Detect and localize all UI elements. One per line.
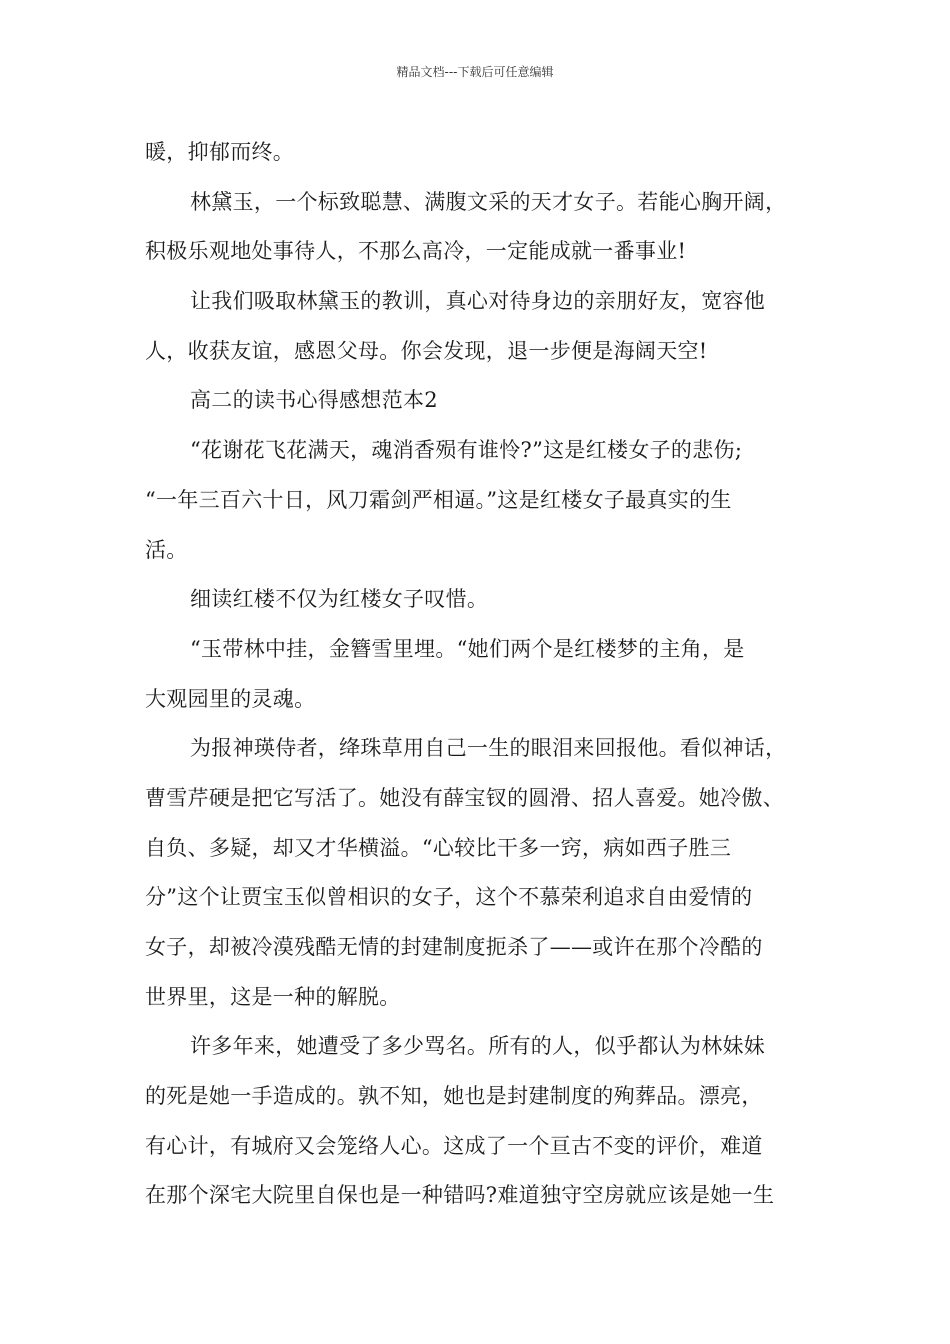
text-line: 活。 bbox=[145, 537, 188, 562]
text-line: “玉带林中挂，金簪雪里埋。“她们两个是红楼梦的主角，是 bbox=[190, 636, 745, 661]
text-line: 林黛玉，一个标致聪慧、满腹文采的天才女子。若能心胸开阔， bbox=[190, 189, 787, 214]
text-line: 大观园里的灵魂。 bbox=[145, 686, 316, 711]
text-line: 分”这个让贾宝玉似曾相识的女子，这个不慕荣利追求自由爱情的 bbox=[145, 885, 753, 910]
text-line: 在那个深宅大院里自保也是一种错吗?难道独守空房就应该是她一生 bbox=[145, 1183, 775, 1208]
text-line: 细读红楼不仅为红楼女子叹惜。 bbox=[190, 587, 489, 612]
text-line: 的死是她一手造成的。孰不知，她也是封建制度的殉葬品。漂亮， bbox=[145, 1084, 763, 1109]
text-line: 自负、多疑，却又才华横溢。“心较比干多一窍，病如西子胜三 bbox=[145, 835, 732, 860]
document-body bbox=[145, 128, 815, 1221]
text-line: 暖，抑郁而终。 bbox=[145, 140, 295, 164]
page-header: 精品文档---下载后可任意编辑 bbox=[396, 65, 554, 79]
text-line: “一年三百六十日，风刀霜剑严相逼。”这是红楼女子最真实的生 bbox=[145, 487, 732, 512]
section-heading: 高二的读书心得感想范本2 bbox=[190, 388, 438, 413]
text-line: 有心计，有城府又会笼络人心。这成了一个亘古不变的评价，难道 bbox=[145, 1133, 763, 1158]
text-line: 人，收获友谊，感恩父母。你会发现，退一步便是海阔天空! bbox=[145, 338, 708, 363]
text-line: 许多年来，她遭受了多少骂名。所有的人，似乎都认为林妹妹 bbox=[190, 1034, 766, 1059]
text-line: 让我们吸取林黛玉的教训，真心对待身边的亲朋好友，宽容他 bbox=[190, 289, 766, 314]
text-line: 积极乐观地处事待人，不那么高冷，一定能成就一番事业! bbox=[145, 239, 687, 264]
text-line: 世界里，这是一种的解脱。 bbox=[145, 984, 401, 1009]
text-line: “花谢花飞花满天，魂消香殒有谁怜?”这是红楼女子的悲伤; bbox=[190, 438, 743, 463]
text-line: 为报神瑛侍者，绛珠草用自己一生的眼泪来回报他。看似神话， bbox=[190, 736, 787, 761]
text-line: 曹雪芹硬是把它写活了。她没有薛宝钗的圆滑、招人喜爱。她冷傲、 bbox=[145, 785, 784, 810]
text-line: 女子，却被冷漠残酷无情的封建制度扼杀了——或许在那个冷酷的 bbox=[145, 935, 763, 959]
